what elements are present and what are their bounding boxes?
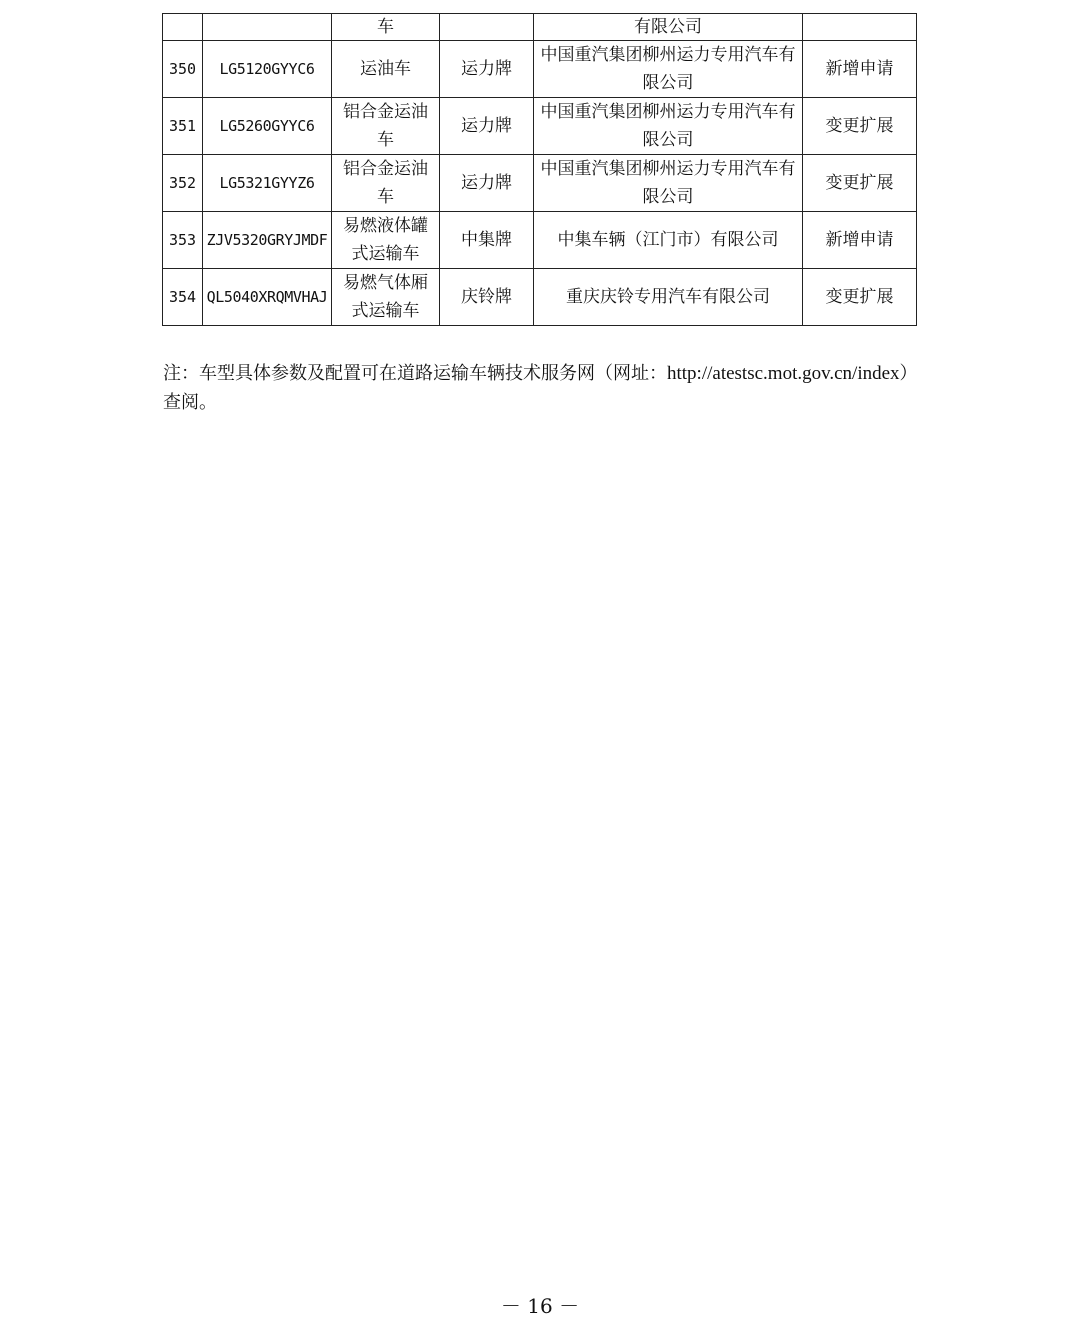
- cell-number: 350: [163, 41, 203, 98]
- cell-model: ZJV5320GRYJMDF: [203, 212, 332, 269]
- cell-application-type: 变更扩展: [803, 155, 917, 212]
- cell-brand: 运力牌: [440, 155, 534, 212]
- cell-manufacturer: 重庆庆铃专用汽车有限公司: [534, 269, 803, 326]
- table-row-continued: [163, 14, 917, 41]
- table-row: [163, 269, 917, 326]
- cell-brand: 运力牌: [440, 98, 534, 155]
- cell-vehicle-name: 铝合金运油车: [332, 98, 440, 155]
- cell-vehicle-name: 铝合金运油车: [332, 155, 440, 212]
- table-row: [163, 41, 917, 98]
- cell-model: QL5040XRQMVHAJ: [203, 269, 332, 326]
- cell-vehicle-name: 易燃气体厢式运输车: [332, 269, 440, 326]
- cell-brand: 中集牌: [440, 212, 534, 269]
- cell-application-type: 新增申请: [803, 41, 917, 98]
- cell-number: 352: [163, 155, 203, 212]
- cell-model: [203, 14, 332, 41]
- cell-application-type: 变更扩展: [803, 98, 917, 155]
- cell-brand: 运力牌: [440, 41, 534, 98]
- vehicle-list-table: [162, 13, 917, 326]
- cell-manufacturer: 中国重汽集团柳州运力专用汽车有限公司: [534, 98, 803, 155]
- cell-application-type: [803, 14, 917, 41]
- cell-application-type: 新增申请: [803, 212, 917, 269]
- cell-vehicle-name: 易燃液体罐式运输车: [332, 212, 440, 269]
- cell-number: [163, 14, 203, 41]
- cell-vehicle-name: 运油车: [332, 41, 440, 98]
- footnote-prefix: 注：车型具体参数及配置可在道路运输车辆技术服务网（网址：: [163, 363, 667, 384]
- cell-number: 351: [163, 98, 203, 155]
- table-row: [163, 155, 917, 212]
- cell-application-type: 变更扩展: [803, 269, 917, 326]
- cell-manufacturer: 有限公司: [534, 14, 803, 41]
- service-website-link[interactable]: http://atestsc.mot.gov.cn/index: [667, 363, 900, 384]
- cell-manufacturer: 中国重汽集团柳州运力专用汽车有限公司: [534, 41, 803, 98]
- cell-number: 354: [163, 269, 203, 326]
- cell-brand: 庆铃牌: [440, 269, 534, 326]
- cell-model: LG5260GYYC6: [203, 98, 332, 155]
- cell-brand: [440, 14, 534, 41]
- page-number: － 16 －: [500, 1294, 580, 1318]
- footnote-line-1: [163, 359, 923, 388]
- cell-manufacturer: 中集车辆（江门市）有限公司: [534, 212, 803, 269]
- footnote-suffix: ）: [899, 363, 918, 384]
- footnote: [163, 359, 923, 417]
- cell-manufacturer: 中国重汽集团柳州运力专用汽车有限公司: [534, 155, 803, 212]
- table-row: [163, 212, 917, 269]
- cell-model: LG5321GYYZ6: [203, 155, 332, 212]
- cell-model: LG5120GYYC6: [203, 41, 332, 98]
- cell-number: 353: [163, 212, 203, 269]
- table-row: [163, 98, 917, 155]
- cell-vehicle-name: 车: [332, 14, 440, 41]
- footnote-line-2: 查阅。: [163, 392, 217, 413]
